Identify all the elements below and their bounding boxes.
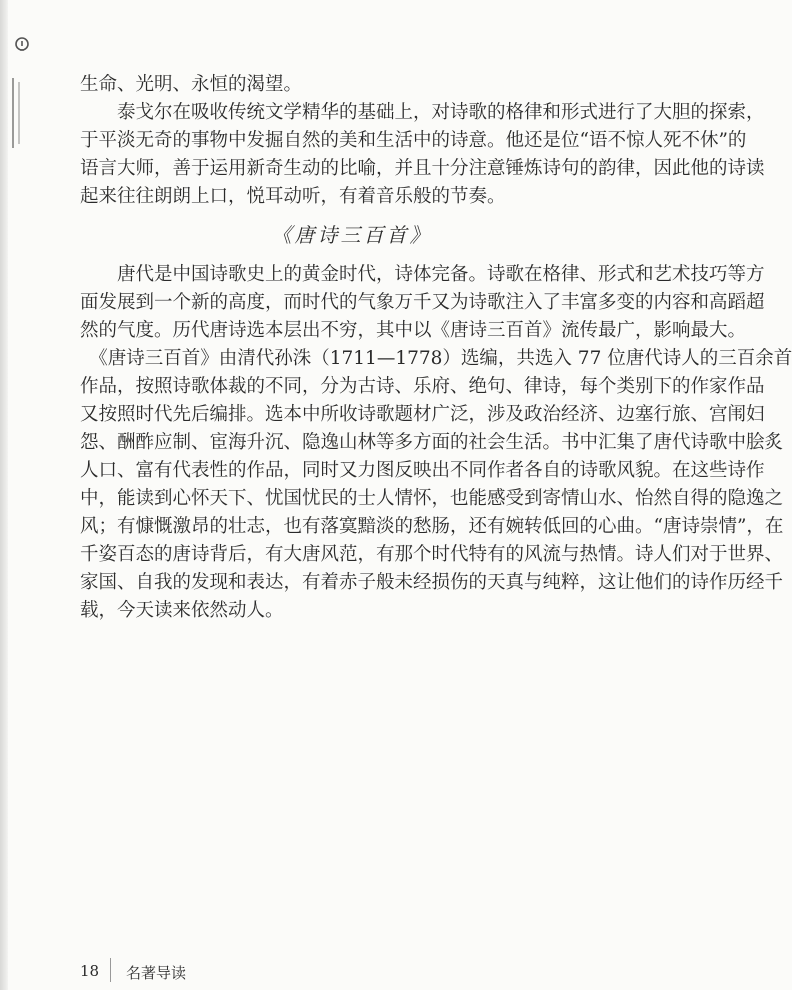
text-line: 怨、酬酢应制、宦海升沉、隐逸山林等多方面的社会生活。书中汇集了唐代诗歌中脍炙 [80, 432, 784, 453]
scan-margin-mark [12, 78, 14, 148]
text-line: 家国、自我的发现和表达，有着赤子般未经损伤的天真与纯粹，这让他们的诗作历经千 [80, 572, 784, 593]
text-line: 生命、光明、永恒的渴望。 [80, 74, 303, 95]
text-line: 于平淡无奇的事物中发掘自然的美和生活中的诗意。他还是位“语不惊人死不休”的 [80, 130, 747, 151]
text-line: 唐代是中国诗歌史上的黄金时代，诗体完备。诗歌在格律、形式和艺术技巧等方 [80, 264, 765, 285]
text-line: 作品，按照诗歌体裁的不同，分为古诗、乐府、绝句、律诗，每个类别下的作家作品 [80, 376, 765, 397]
section-title: 《唐诗三百首》 [271, 223, 433, 247]
page-number: 18 [80, 962, 100, 980]
bulb-logo-icon [12, 36, 32, 56]
page-binding-edge [0, 0, 8, 990]
text-line: 泰戈尔在吸收传统文学精华的基础上，对诗歌的格律和形式进行了大胆的探索， [80, 102, 765, 123]
text-line: 又按照时代先后编排。选本中所收诗歌题材广泛，涉及政治经济、边塞行旅、宫闱妇 [80, 404, 765, 425]
text-line: 千姿百态的唐诗背后，有大唐风范，有那个时代特有的风流与热情。诗人们对于世界、 [80, 544, 784, 565]
footer-divider [110, 958, 111, 982]
text-line: 载，今天读来依然动人。 [80, 600, 284, 621]
book-title: 名著导读 [126, 964, 187, 982]
text-line: 起来往往朗朗上口，悦耳动听，有着音乐般的节奏。 [80, 186, 506, 207]
text-line: 《唐诗三百首》由清代孙洙（1711—1778）选编，共选入 77 位唐代诗人的三百余首 [80, 348, 792, 369]
text-line: 风；有慷慨激昂的壮志，也有落寞黯淡的愁肠，还有婉转低回的心曲。“唐诗崇情”，在 [80, 516, 784, 537]
text-line: 语言大师，善于运用新奇生动的比喻，并且十分注意锤炼诗句的韵律，因此他的诗读 [80, 158, 765, 179]
text-line: 中，能读到心怀天下、忧国忧民的士人情怀，也能感受到寄情山水、怡然自得的隐逸之 [80, 488, 784, 509]
text-line: 然的气度。历代唐诗选本层出不穷，其中以《唐诗三百首》流传最广，影响最大。 [80, 320, 747, 341]
text-line: 人口、富有代表性的作品，同时又力图反映出不同作者各自的诗歌风貌。在这些诗作 [80, 460, 765, 481]
scan-margin-mark [18, 82, 20, 144]
text-line: 面发展到一个新的高度，而时代的气象万千又为诗歌注入了丰富多变的内容和高蹈超 [80, 292, 765, 313]
